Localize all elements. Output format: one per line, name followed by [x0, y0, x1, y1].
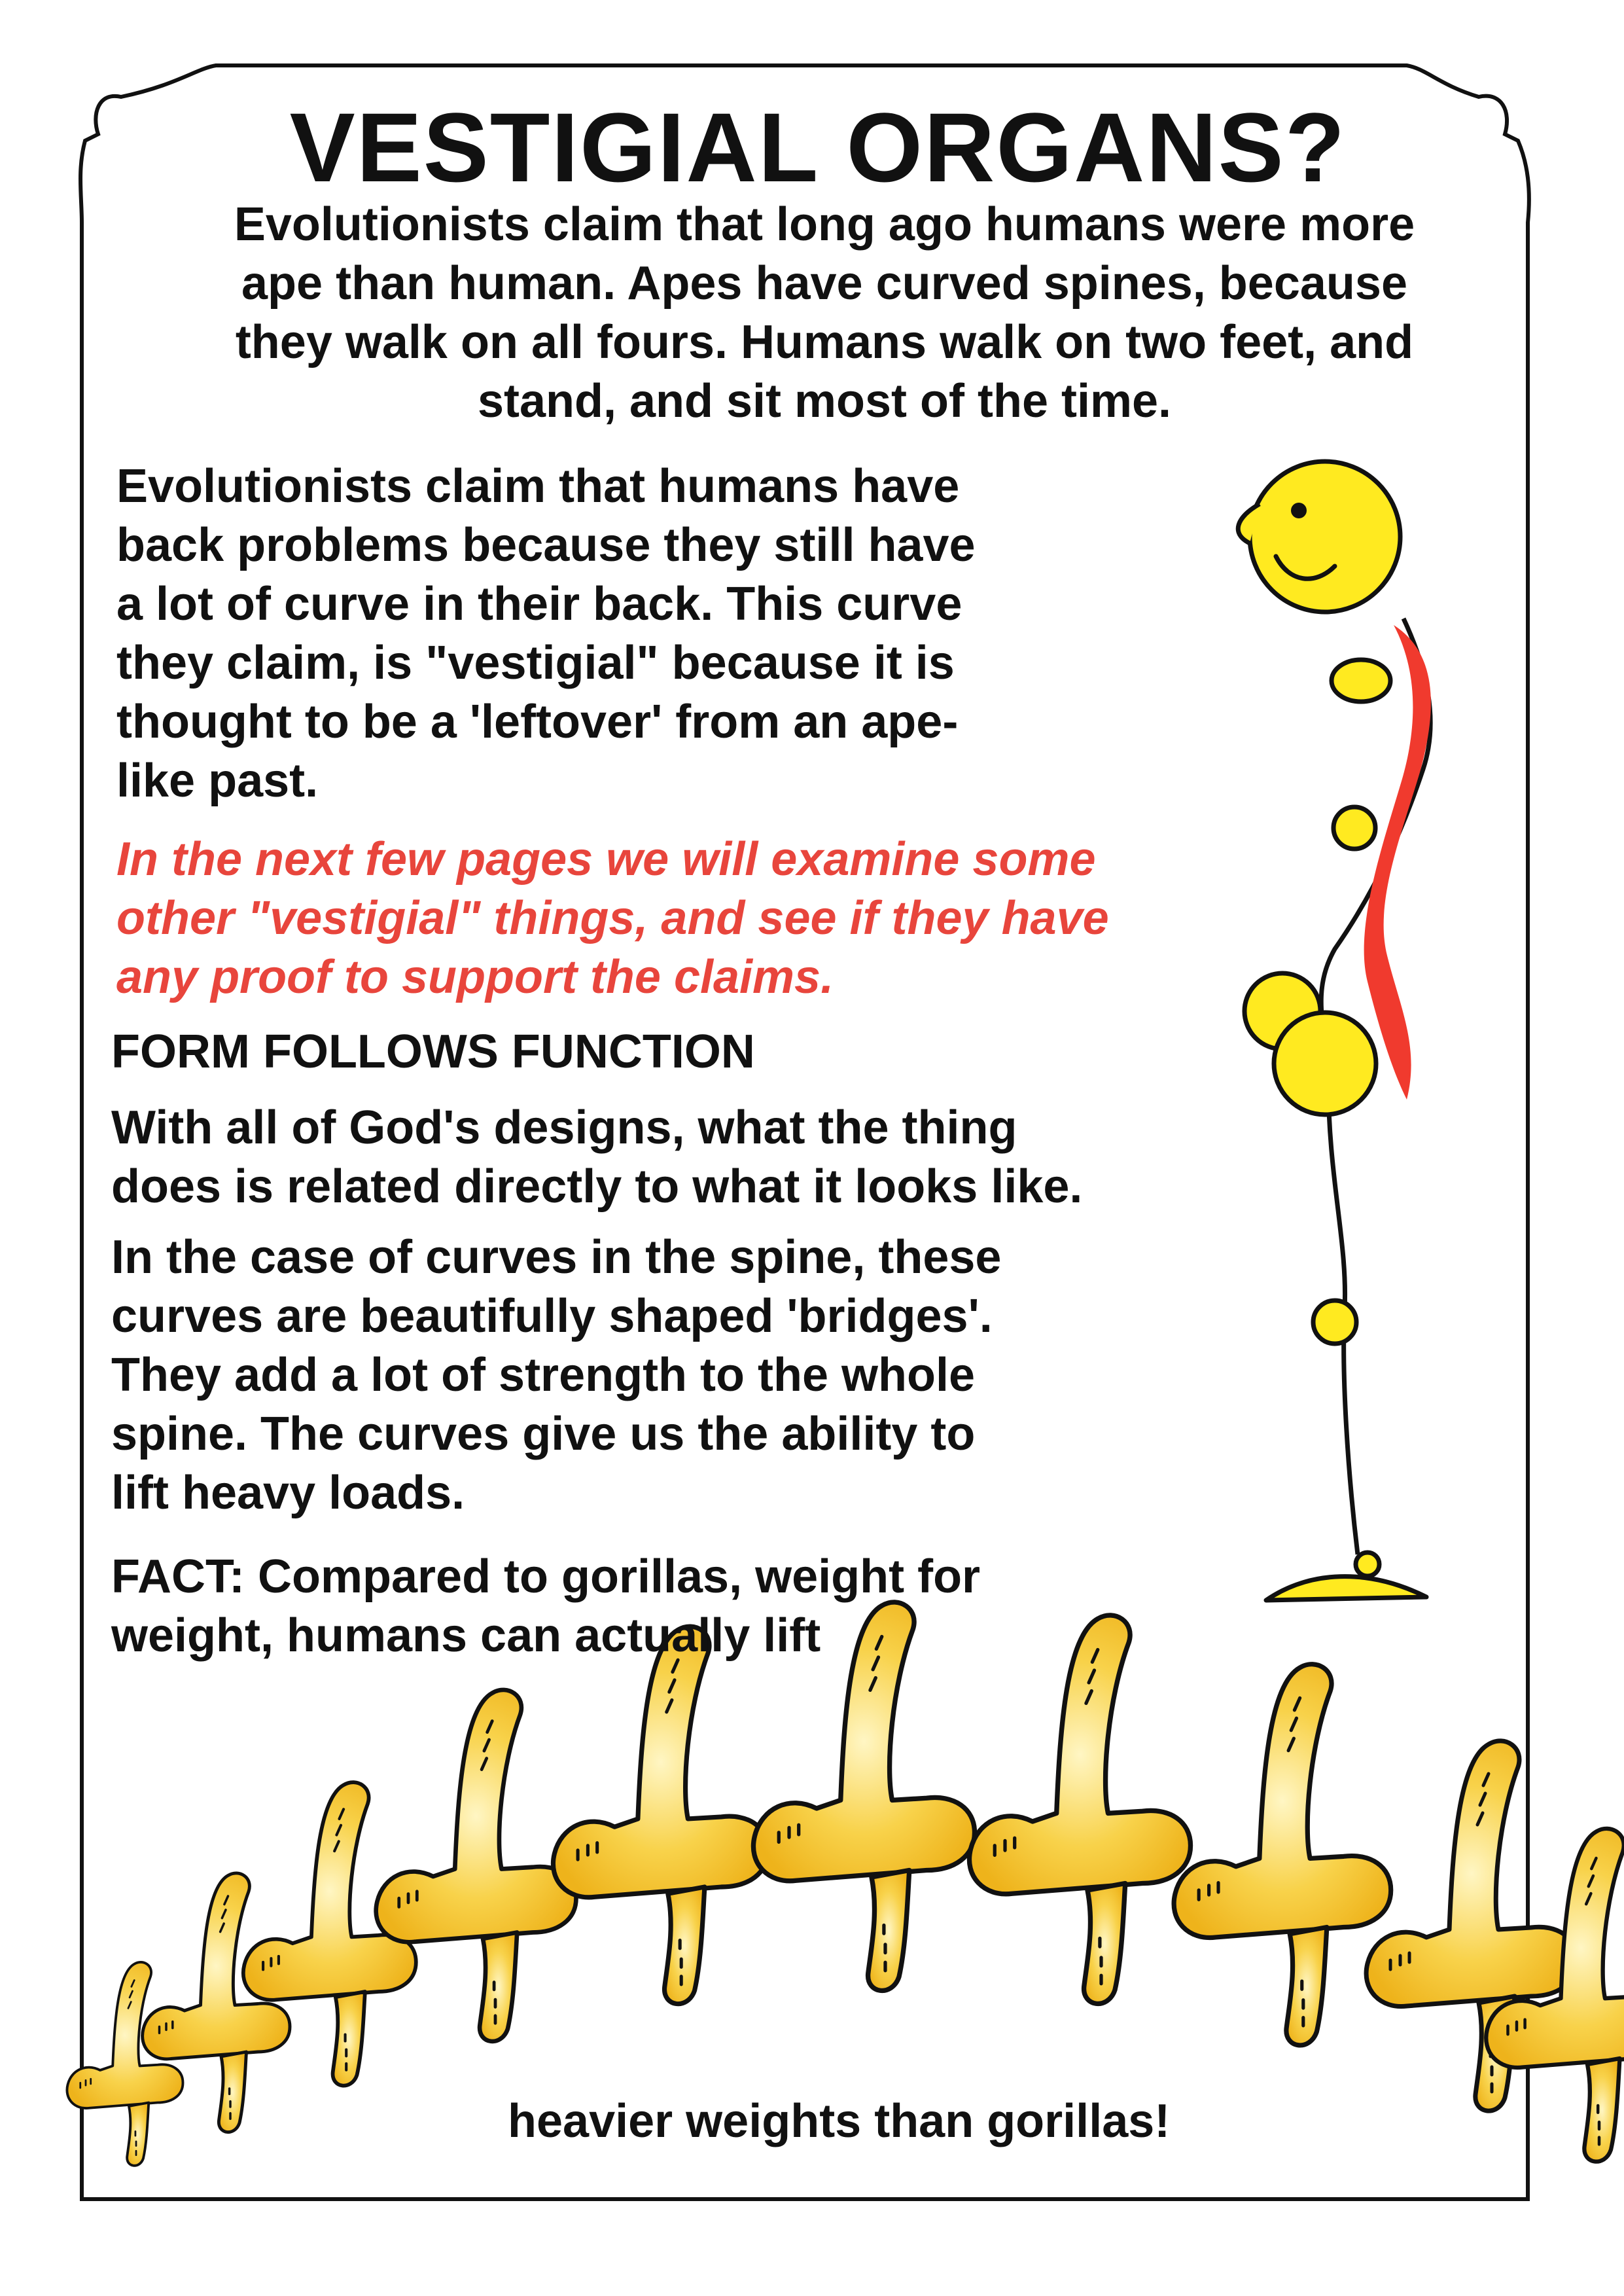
claim-line: back problems because they still have — [116, 519, 976, 571]
highlight-line: other "vestigial" things, and see if they have — [116, 892, 1109, 944]
intro-line: ape than human. Apes have curved spines, because — [241, 257, 1407, 310]
curves-line: They add a lot of strength to the whole — [111, 1349, 976, 1401]
design-line: does is related directly to what it looks like. — [111, 1160, 1083, 1213]
fact-line: FACT: Compared to gorillas, weight for — [111, 1551, 981, 1603]
claim-line: Evolutionists claim that humans have — [116, 460, 960, 512]
design-paragraph — [111, 1098, 1276, 1216]
highlight-line: any proof to support the claims. — [116, 951, 834, 1003]
claim-line: a lot of curve in their back. This curve — [116, 578, 962, 630]
design-line: With all of God's designs, what the thing — [111, 1102, 1017, 1154]
highlight-paragraph — [116, 830, 1268, 1007]
section-heading: FORM FOLLOWS FUNCTION — [111, 1026, 755, 1078]
claim-paragraph — [116, 457, 1098, 810]
curves-paragraph — [111, 1228, 1158, 1522]
claim-line: like past. — [116, 755, 319, 807]
fact-line: weight, humans can actually lift — [111, 1609, 821, 1662]
vertebrae-illustration — [67, 1602, 1624, 2166]
stick-figure-icon — [1238, 461, 1431, 1600]
highlight-line: In the next few pages we will examine some — [116, 833, 1096, 886]
claim-line: they claim, is "vestigial" because it is — [116, 637, 955, 689]
intro-line: they walk on all fours. Humans walk on two feet, and — [235, 316, 1414, 368]
page-title: VESTIGIAL ORGANS? — [289, 92, 1347, 202]
curves-line: lift heavy loads. — [111, 1467, 465, 1519]
fact-paragraph — [111, 1547, 1158, 1665]
intro-line: stand, and sit most of the time. — [477, 375, 1172, 427]
claim-line: thought to be a 'leftover' from an ape- — [116, 696, 959, 748]
curves-line: spine. The curves give us the ability to — [111, 1408, 976, 1460]
curves-line: curves are beautifully shaped 'bridges'. — [111, 1290, 993, 1342]
intro-line: Evolutionists claim that long ago humans were more — [234, 198, 1415, 251]
intro-paragraph — [150, 195, 1498, 431]
fact-conclusion: heavier weights than gorillas! — [508, 2095, 1171, 2147]
curves-line: In the case of curves in the spine, these — [111, 1231, 1002, 1283]
